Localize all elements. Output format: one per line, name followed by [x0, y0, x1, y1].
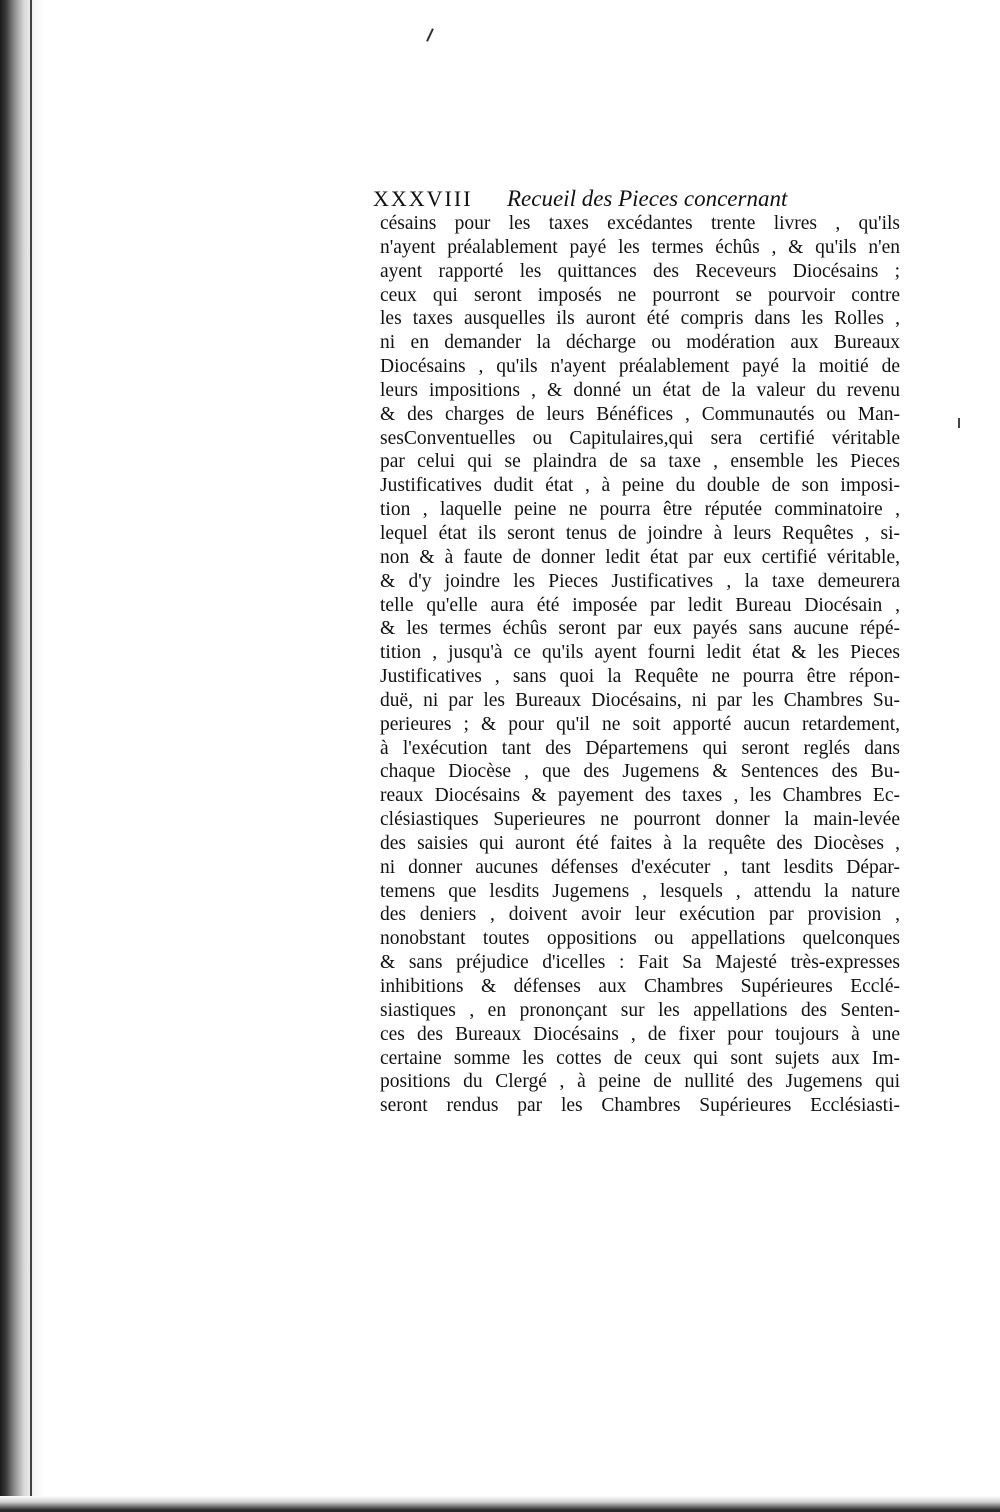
text-line: à l'exécution tant des Départemens qui seront reglés dans — [380, 737, 900, 759]
text-line: leurs impositions , & donné un état de la valeur du revenu — [380, 379, 900, 401]
text-line: duë, ni par les Bureaux Diocésains, ni par les Chambres Su- — [380, 689, 900, 711]
text-line: des deniers , doivent avoir leur exécution par provision , — [380, 904, 900, 926]
body-text — [380, 212, 900, 1118]
text-line: perieures ; & pour qu'il ne soit apporté aucun retardement, — [380, 713, 900, 735]
ink-mark — [426, 28, 434, 42]
text-line: des saisies qui auront été faites à la requête des Diocèses , — [380, 832, 900, 854]
text-line: ni donner aucunes défenses d'exécuter , tant lesdits Dépar- — [380, 856, 900, 878]
text-line: césains pour les taxes excédantes trente livres , qu'ils — [380, 213, 900, 234]
text-line: les taxes ausquelles ils auront été compris dans les Rolles , — [380, 308, 900, 330]
text-line: ni en demander la décharge ou modération aux Bureaux — [380, 332, 900, 354]
text-line: clésiastiques Superieures ne pourront donner la main-levée — [380, 809, 900, 831]
text-line: siastiques , en prononçant sur les appellations des Senten- — [380, 999, 900, 1021]
text-line: ces des Bureaux Diocésains , de fixer pour toujours à une — [380, 1023, 900, 1045]
binding-edge-line — [30, 0, 32, 1512]
page-bottom-edge — [0, 1496, 1000, 1512]
text-line: ceux qui seront imposés ne pourront se pourvoir contre — [380, 284, 900, 306]
text-line: seront rendus par les Chambres Supérieures Ecclésiasti- — [380, 1095, 900, 1117]
text-line: Justificatives , sans quoi la Requête ne pourra être répon- — [380, 666, 900, 688]
margin-ink-mark — [958, 418, 960, 428]
page-number: XXXVIII — [373, 186, 473, 211]
text-line: n'ayent préalablement payé les termes échûs , & qu'ils n'en — [380, 236, 900, 258]
text-line: tion , laquelle peine ne pourra être réputée comminatoire , — [380, 499, 900, 521]
text-line: temens que lesdits Jugemens , lesquels , attendu la nature — [380, 880, 900, 902]
text-line: Justificatives dudit état , à peine du double de son imposi- — [380, 475, 900, 497]
text-line: & d'y joindre les Pieces Justificatives , la taxe demeurera — [380, 570, 900, 592]
binding-gutter — [0, 0, 44, 1512]
text-line: ayent rapporté les quittances des Receveurs Diocésains ; — [380, 260, 900, 282]
text-line: Diocésains , qu'ils n'ayent préalablement payé la moitié de — [380, 356, 900, 378]
text-line: telle qu'elle aura été imposée par ledit Bureau Diocésain , — [380, 594, 900, 616]
text-line: tition , jusqu'à ce qu'ils ayent fourni ledit état & les Pieces — [380, 642, 900, 664]
text-line: & les termes échûs seront par eux payés sans aucune répé- — [380, 618, 900, 640]
text-line: positions du Clergé , à peine de nullité des Jugemens qui — [380, 1071, 900, 1093]
text-line: chaque Diocèse , que des Jugemens & Sentences des Bu- — [380, 761, 900, 783]
text-line: par celui qui se plaindra de sa taxe , ensemble les Pieces — [380, 451, 900, 473]
text-line: sesConventuelles ou Capitulaires,qui sera certifié véritable — [380, 427, 900, 449]
text-line: & des charges de leurs Bénéfices , Communautés ou Man- — [380, 403, 900, 425]
text-line: inhibitions & défenses aux Chambres Supérieures Ecclé- — [380, 976, 900, 997]
text-line: & sans préjudice d'icelles : Fait Sa Majesté très-expresses — [380, 952, 900, 974]
text-line: non & à faute de donner ledit état par eux certifié véritable, — [380, 546, 900, 568]
text-line: lequel état ils seront tenus de joindre à leurs Requêtes , si- — [380, 522, 900, 544]
text-line: reaux Diocésains & payement des taxes , les Chambres Ec- — [380, 785, 900, 807]
running-title: Recueil des Pieces concernant — [507, 186, 788, 211]
text-line: certaine somme les cottes de ceux qui sont sujets aux Im- — [380, 1047, 900, 1069]
text-line: nonobstant toutes oppositions ou appellations quelconques — [380, 928, 900, 950]
